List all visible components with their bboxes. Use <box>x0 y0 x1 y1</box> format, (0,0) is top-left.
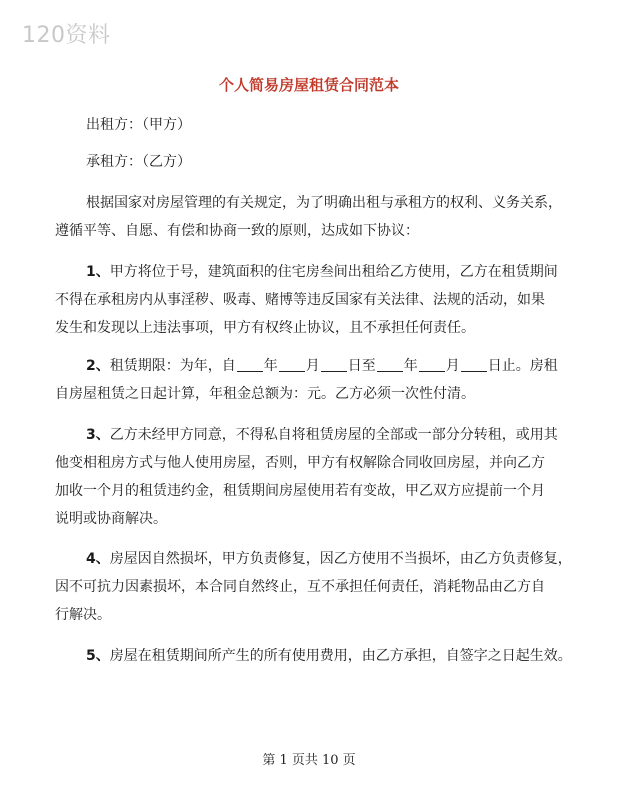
clause-4-first-line <box>86 549 572 569</box>
blank-year-end <box>377 357 403 372</box>
intro-line-2: 遵循平等、自愿、有偿和协商一致的原则，达成如下协议： <box>55 223 419 239</box>
blank-day-start <box>321 357 347 372</box>
clause-4-line-3: 行解决。 <box>55 607 111 623</box>
clause-2-seg-1: 租赁期限：为年，自 <box>109 358 236 374</box>
clause-2-line-2: 自房屋租赁之日起计算，年租金总额为：元。乙方必须一次性付清。 <box>55 386 475 402</box>
clause-4-line-2: 因不可抗力因素损坏，本合同自然终止，互不承担任何责任，消耗物品由乙方自 <box>55 579 545 595</box>
clause-4-line-1: 房屋因自然损坏，甲方负责修复，因乙方使用不当损坏，由乙方负责修复， <box>109 551 572 567</box>
clause-5-line-1: 房屋在租赁期间所产生的所有使用费用，由乙方承担，自签字之日起生效。 <box>109 648 572 664</box>
clause-1-line-2: 不得在承租房内从事淫秽、吸毒、赌博等违反国家有关法律、法规的活动，如果 <box>55 292 545 308</box>
document-title: 个人简易房屋租赁合同范本 <box>218 76 399 94</box>
clause-1-number: 1、 <box>86 264 110 280</box>
clause-2-seg-4: 日至 <box>347 358 376 374</box>
blank-day-end <box>461 357 487 372</box>
clause-1-first-line <box>86 262 558 282</box>
clause-2-seg-6: 月 <box>445 358 460 374</box>
clause-2-seg-2: 年 <box>263 358 278 374</box>
clause-2-seg-7: 日止。房租 <box>487 358 558 374</box>
blank-year-start <box>237 357 263 372</box>
clause-2-seg-3: 月 <box>305 358 320 374</box>
lessor-line: 出租方：（甲方） <box>86 117 191 133</box>
clause-3-line-4: 说明或协商解决。 <box>55 511 167 527</box>
clause-4-number: 4、 <box>86 551 110 567</box>
clause-3-number: 3、 <box>86 427 110 443</box>
blank-month-start <box>279 357 305 372</box>
page-footer: 第 1 页共 10 页 <box>262 753 356 768</box>
clause-5-number: 5、 <box>86 648 110 664</box>
clause-1-line-3: 发生和发现以上违法事项，甲方有权终止协议，且不承担任何责任。 <box>55 320 475 336</box>
clause-5-first-line <box>86 646 572 666</box>
clause-2-first-line <box>86 356 558 376</box>
clause-3-line-1: 乙方未经甲方同意，不得私自将租赁房屋的全部或一部分分转租，或用其 <box>109 427 558 443</box>
clause-2-seg-5: 年 <box>403 358 418 374</box>
lessee-line: 承租方：（乙方） <box>86 154 191 170</box>
clause-3-line-2: 他变相租房方式与他人使用房屋，否则，甲方有权解除合同收回房屋，并向乙方 <box>55 455 545 471</box>
clause-3-line-3: 加收一个月的租赁违约金，租赁期间房屋使用若有变故，甲乙双方应提前一个月 <box>55 483 545 499</box>
clause-1-line-1: 甲方将位于号，建筑面积的住宅房叁间出租给乙方使用，乙方在租赁期间 <box>109 264 558 280</box>
clause-2-number: 2、 <box>86 358 110 374</box>
clause-3-first-line <box>86 425 558 445</box>
intro-line-1: 根据国家对房屋管理的有关规定，为了明确出租与承租方的权利、义务关系， <box>86 195 562 211</box>
blank-month-end <box>419 357 445 372</box>
watermark: 120资料 <box>22 23 111 48</box>
